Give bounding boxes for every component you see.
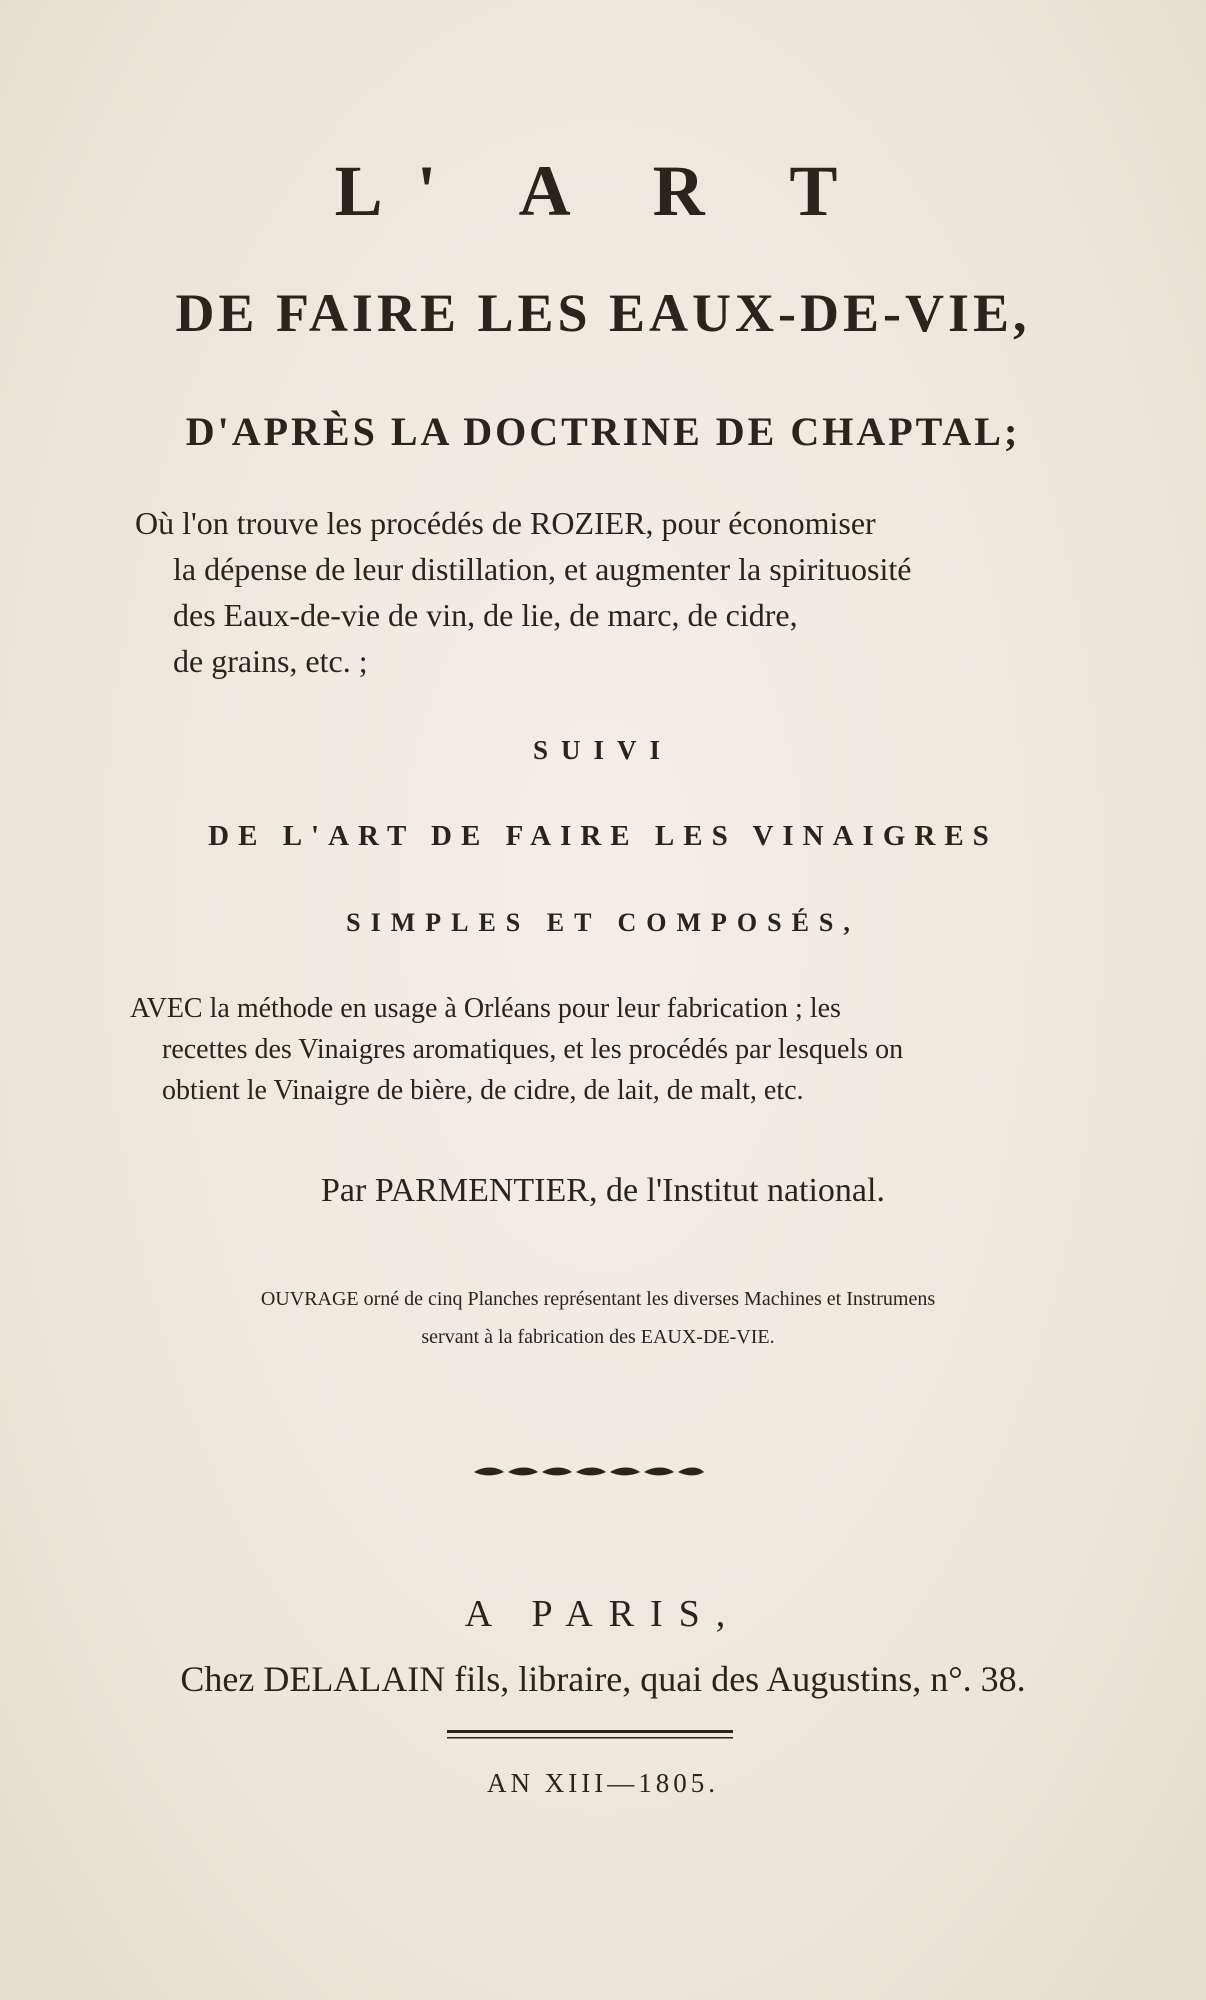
description-line-3: des Eaux-de-vie de vin, de lie, de marc, de cidre, <box>173 597 798 633</box>
double-rule-divider <box>447 1728 733 1742</box>
ornament-divider <box>470 1463 708 1481</box>
method-paragraph <box>130 988 1070 1111</box>
imprint-place: A PARIS, <box>464 1593 742 1635</box>
description-line-1: Où l'on trouve les procédés de ROZIER, pour économiser <box>135 505 876 541</box>
main-title: L' A R T <box>334 151 872 231</box>
method-line-1: AVEC la méthode en usage à Orléans pour leur fabrication ; les <box>130 993 841 1024</box>
subtitle-simples-composes: SIMPLES ET COMPOSÉS, <box>346 908 860 937</box>
method-line-2: recettes des Vinaigres aromatiques, et les procédés par lesquels on <box>162 1034 904 1065</box>
author-line: Par PARMENTIER, de l'Institut national. <box>321 1172 885 1209</box>
method-line-3: obtient le Vinaigre de bière, de cidre, de lait, de malt, etc. <box>162 1075 804 1106</box>
title-line-eaux-de-vie: DE FAIRE LES EAUX-DE-VIE, <box>175 283 1031 343</box>
ouvrage-line-2: servant à la fabrication des EAUX-DE-VIE. <box>421 1326 775 1348</box>
imprint-date: AN XIII—1805. <box>487 1768 719 1798</box>
description-paragraph <box>135 500 1055 684</box>
description-line-2: la dépense de leur distillation, et augmenter la spirituosité <box>173 551 912 587</box>
suivi-heading: SUIVI <box>532 735 674 765</box>
description-line-4: de grains, etc. ; <box>173 643 368 679</box>
imprint-publisher: Chez DELALAIN fils, libraire, quai des Augustins, n°. 38. <box>180 1659 1026 1699</box>
ouvrage-note <box>128 1280 1068 1356</box>
ouvrage-line-1: OUVRAGE orné de cinq Planches représentant les diverses Machines et Instrumens <box>260 1288 936 1310</box>
subtitle-vinaigres: DE L'ART DE FAIRE LES VINAIGRES <box>208 820 998 852</box>
title-line-chaptal: D'APRÈS LA DOCTRINE DE CHAPTAL; <box>185 409 1021 454</box>
